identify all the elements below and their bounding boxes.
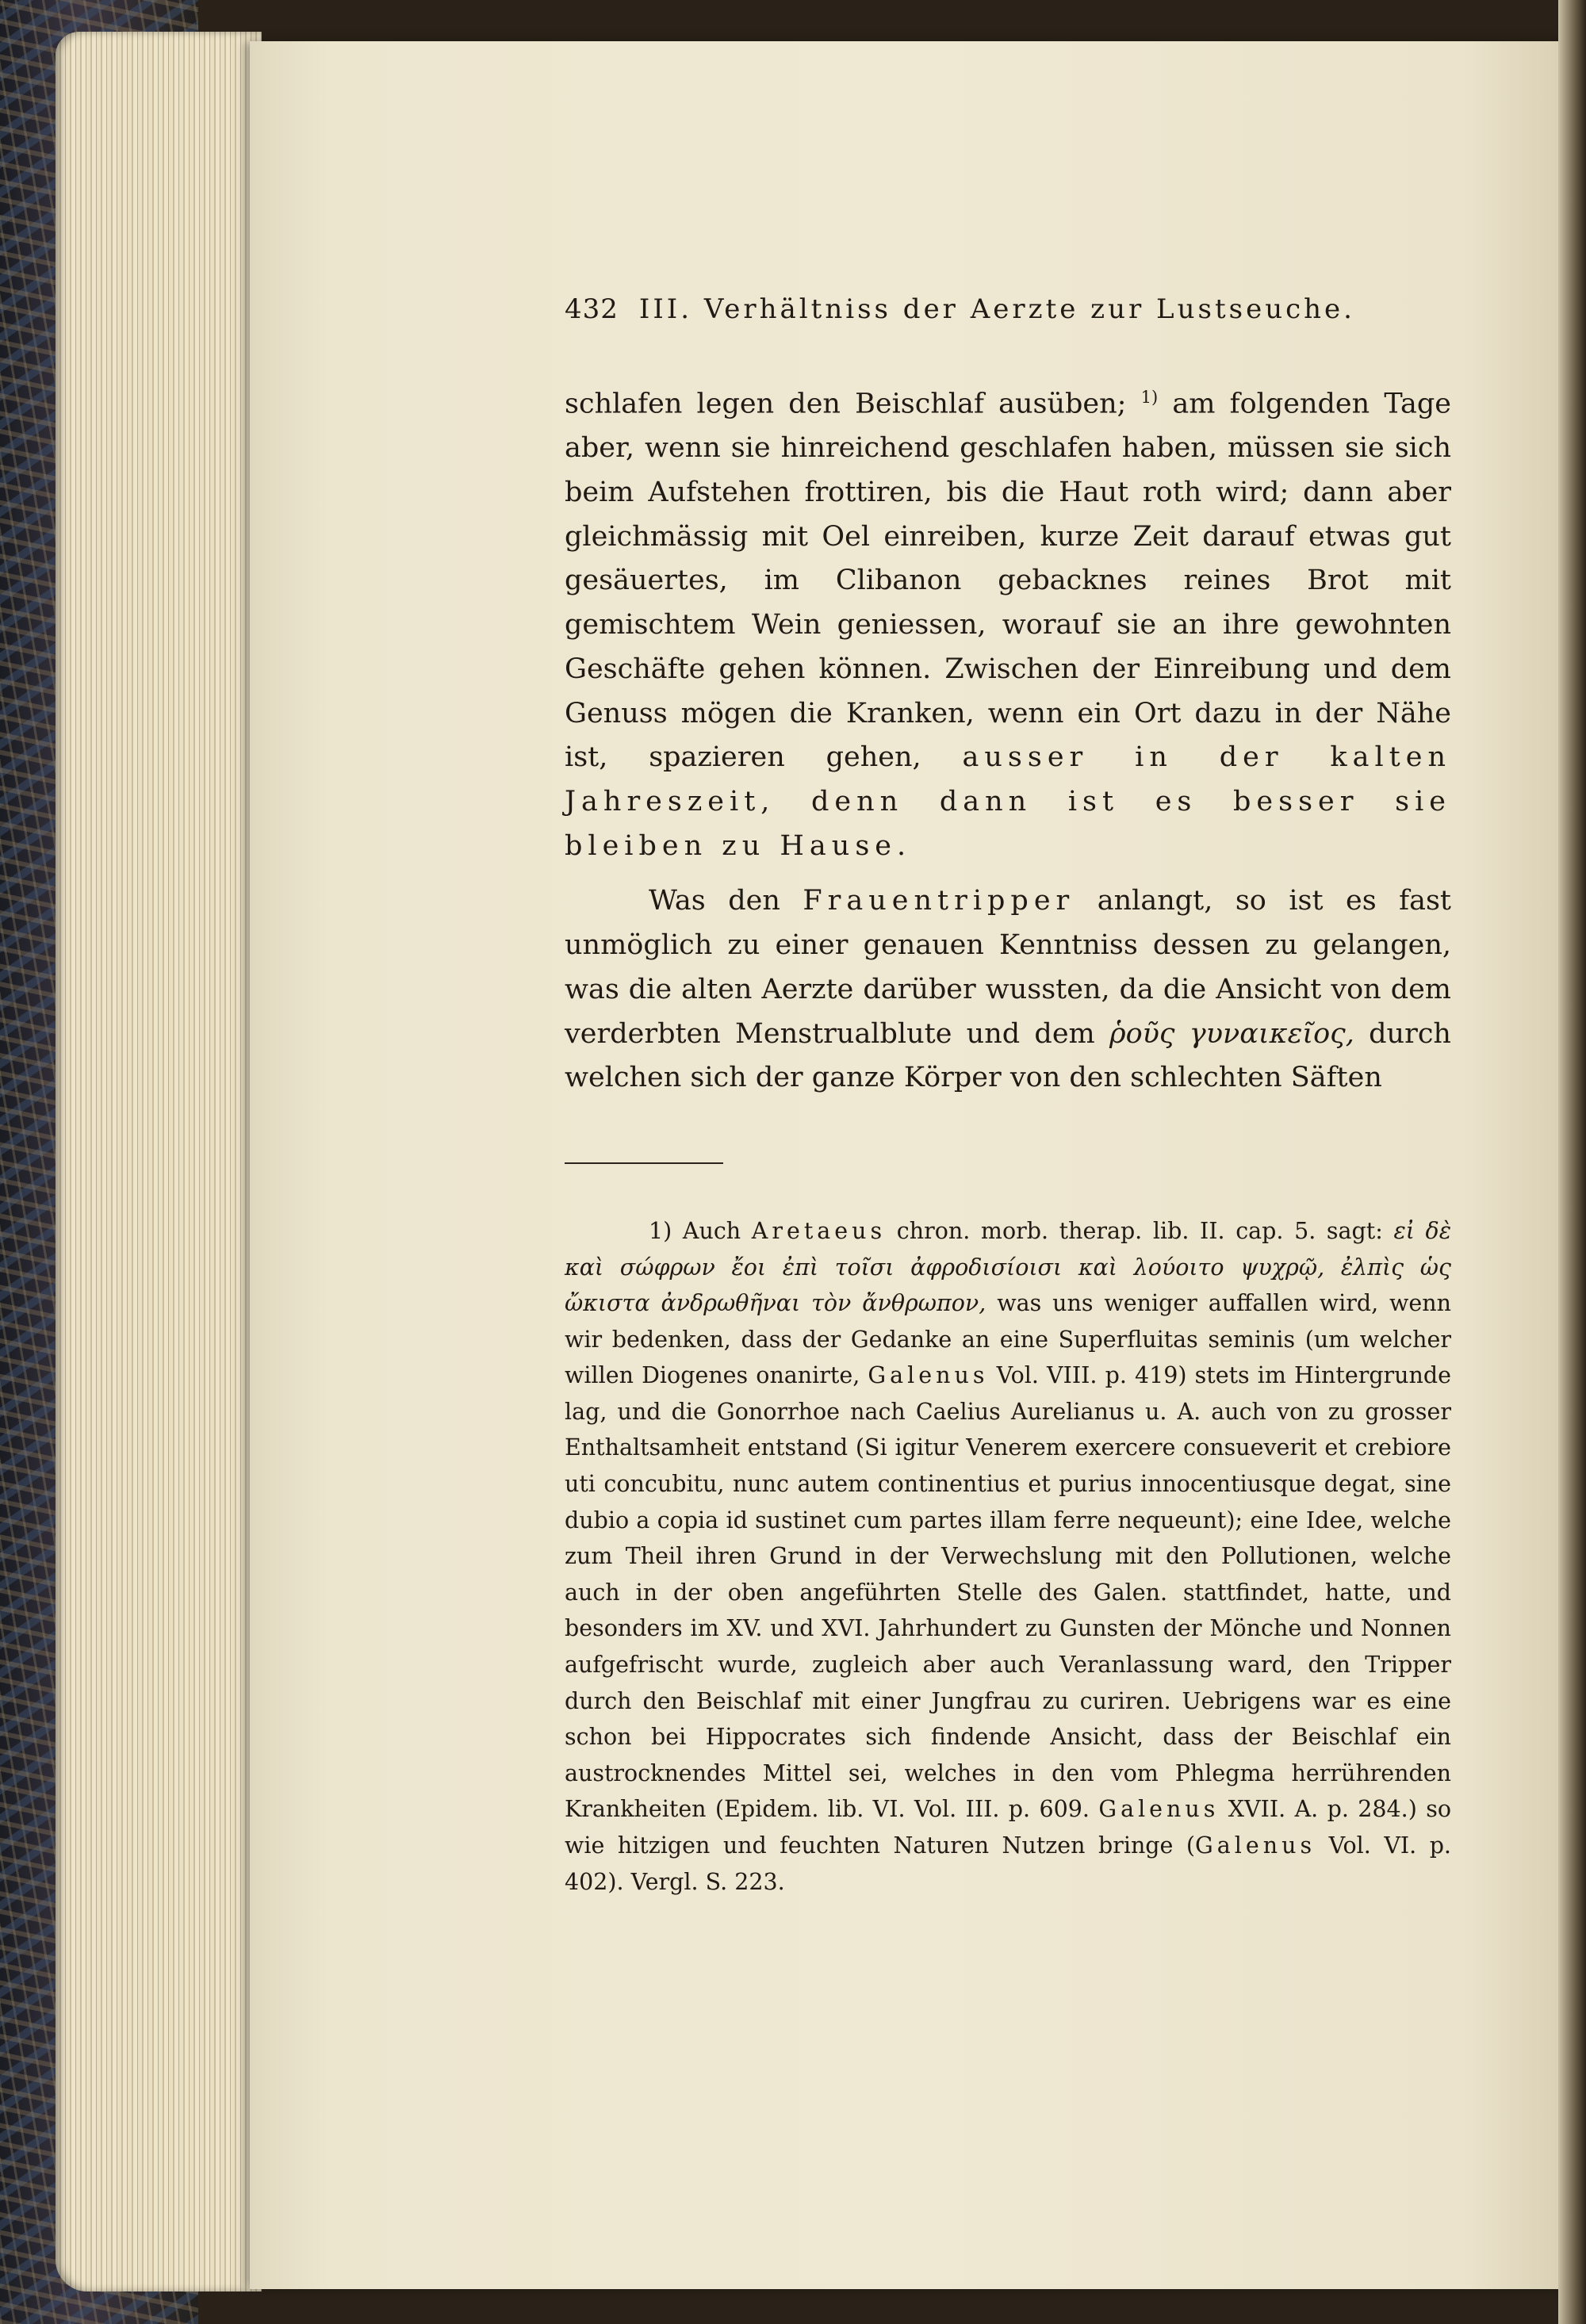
page-number: 432 <box>565 293 619 325</box>
page-content <box>565 293 1451 1900</box>
footnote-reference[interactable]: 1) <box>1140 388 1159 407</box>
footnote-spaced-galenus-2: Galenus <box>1098 1796 1220 1823</box>
footnote-text-6: Vol. VI. p. 402). Vergl. S. 223. <box>565 1832 1451 1895</box>
footnote-divider <box>565 1162 723 1164</box>
footnote-text-1: Auch <box>682 1217 741 1244</box>
footnote-text-2: chron. morb. therap. lib. II. cap. 5. sagt: <box>896 1217 1383 1244</box>
paragraph-1-text-b: am folgenden Tage aber, wenn sie hinreichend geschlafen haben, müssen sie sich beim Aufstehen frottiren, bis die Haut roth wird; dann aber gleichmässig mit Oel einreiben, kurze Zeit darauf etwas gut gesäuertes, im Clibanon gebacknes reines Brot mit gemischtem Wein geniessen, worauf sie an ihre gewohnten Geschäfte gehen können. Zwischen der Einreibung und dem Genuss mögen die Kranken, wenn ein Ort dazu in der Nähe ist, spazieren gehen, <box>565 388 1451 774</box>
footnote-spaced-galenus-3: Galenus <box>1195 1832 1316 1859</box>
paragraph-2-text-b: anlangt, so ist es fast unmöglich zu einer genauen Kenntniss dessen zu gelangen, was die alten Aerzte darüber wussten, da die Ansicht von dem verderbten Menstrualblute und dem <box>565 885 1451 1050</box>
footnote-marker: 1) <box>649 1217 672 1244</box>
footnote-text-5: XVII. A. p. 284.) so wie hitzigen und feuchten Naturen Nutzen bringe ( <box>565 1796 1451 1859</box>
paragraph-2-text-c: durch welchen sich der ganze Körper von den schlechten Säften <box>565 1017 1451 1094</box>
book-gutter <box>1558 0 1586 2324</box>
running-title: III. Verhältniss der Aerzte zur Lustseuche. <box>638 293 1355 325</box>
footnote-text-3: was uns weniger auffallen wird, wenn wir bedenken, dass der Gedanke an eine Superfluitas seminis (um welcher willen Diogenes onanirte, <box>565 1290 1452 1389</box>
paragraph-1 <box>565 376 1451 868</box>
paragraph-2-greek-term: ῥοῦς γυναικεῖος, <box>1109 1017 1354 1050</box>
paragraph-2-spaced-term: Frauentripper <box>803 885 1075 917</box>
paragraph-2 <box>565 879 1451 1101</box>
page-fore-edge <box>56 32 262 2291</box>
footnote-spaced-galenus-1: Galenus <box>868 1362 989 1389</box>
paragraph-2-text-a: Was den <box>649 885 780 917</box>
running-head <box>565 293 1451 341</box>
footnote-text-4: Vol. VIII. p. 419) stets im Hintergrunde lag, und die Gonorrhoe nach Caelius Aurelianus u. A. auch von zu grosser Enthaltsamheit entstand (Si igitur Venerem exercere consueverit et crebiore uti concubitu, nunc autem continentius et purius innocentiusque degat, sine dubio a copia id sustinet cum partes illam ferre nequeunt); eine Idee, welche zum Theil ihren Grund in der Verwechslung mit den Pollutionen, welche auch in der oben angeführten Stelle des Galen. stattfindet, hatte, und besonders im XV. und XVI. Jahrhundert zu Gunsten der Mönche und Nonnen aufgefrischt wurde, zugleich aber auch Veranlassung ward, den Tripper durch den Beischlaf mit einer Jungfrau zu curiren. Uebrigens war es eine schon bei Hippocrates sich findende Ansicht, dass der Beischlaf ein austrocknendes Mittel sei, welches in den vom Phlegma herrührenden Krankheiten (Epidem. lib. VI. Vol. III. p. 609. <box>565 1362 1452 1823</box>
paragraph-1-text-a: schlafen legen den Beischlaf ausüben; <box>565 388 1127 420</box>
footnote-greek-quote: εἰ δὲ καὶ σώφρων ἔοι ἐπὶ τοῖσι ἀφροδισίοισι καὶ λούοιτο ψυχρῷ, ἐλπὶς ὡς ὤκιστα ἀνδρωθῆναι τὸν ἄνθρωπον, <box>565 1217 1451 1317</box>
footnote-1 <box>565 1213 1451 1900</box>
paragraph-1-spaced-text: ausser in der kalten Jahreszeit, denn dann ist es besser sie bleiben zu Hause. <box>565 741 1452 862</box>
footnote-spaced-aretaeus: Aretaeus <box>751 1217 887 1244</box>
